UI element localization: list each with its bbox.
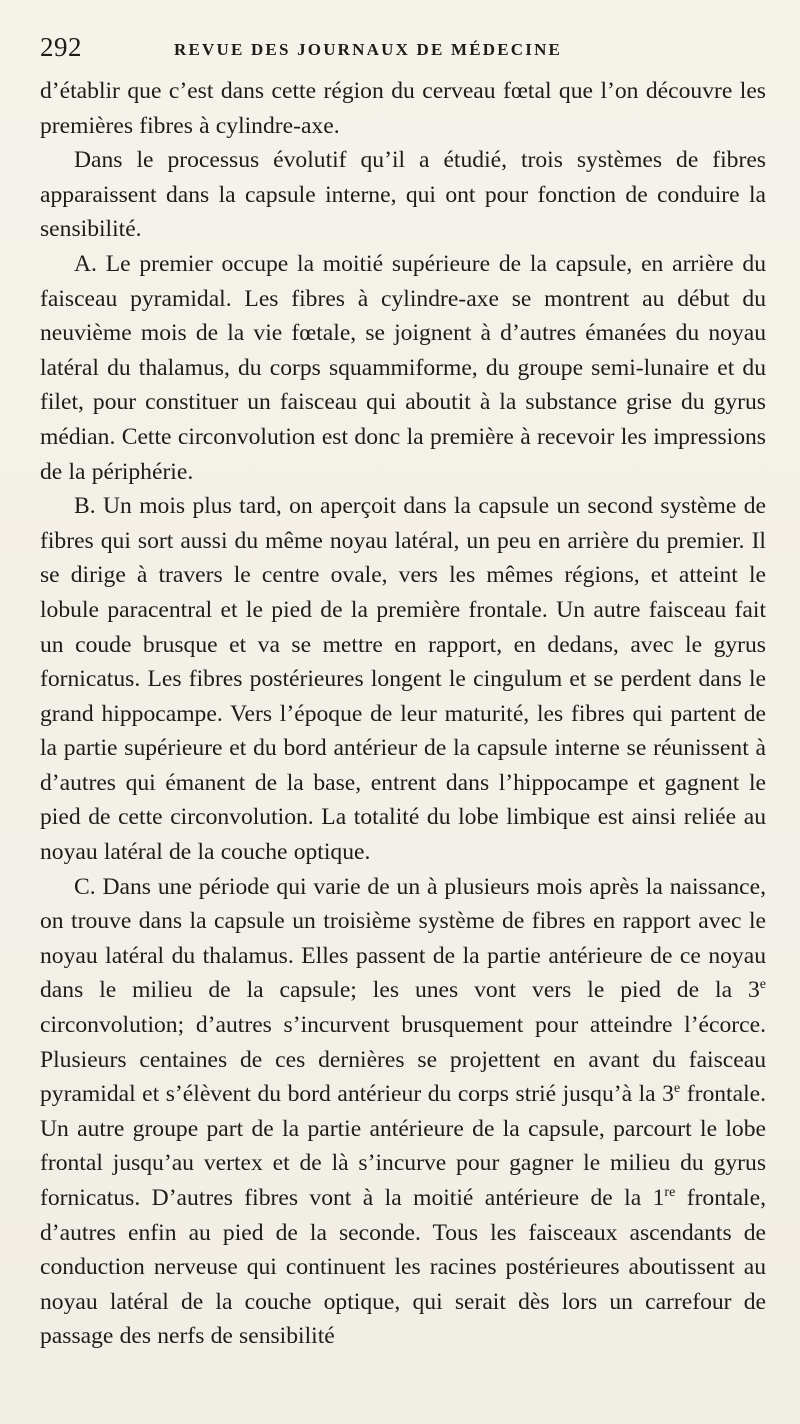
paragraph-c [40, 870, 766, 1354]
paragraph-b: B. Un mois plus tard, on aperçoit dans la capsule un second système de fibres qui sort aussi du même noyau latéral, un peu en arrière du premier. Il se dirige à travers le centre ovale, vers les mêmes régions, et atteint le lobule paracentral et le pied de la première frontale. Un autre faisceau fait un coude brusque et va se mettre en rapport, en dedans, avec le gyrus fornicatus. Les fibres postérieures longent le cingulum et se perdent dans le grand hippocampe. Vers l’époque de leur maturité, les fibres qui partent de la partie supérieure et du bord antérieur de la capsule interne se réunissent à d’autres qui émanent de la base, entrent dans l’hippocampe et gagnent le pied de cette circonvolution. La totalité du lobe limbique est ainsi reliée au noyau latéral de la couche optique. [40, 493, 766, 866]
ordinal-superscript: e [673, 1081, 681, 1097]
paragraph-a: A. Le premier occupe la moitié supérieure de la capsule, en arrière du faisceau pyramidal. Les fibres à cylindre-axe se montrent au début du neuvième mois de la vie fœtale, se joignent à d’autres émanées du noyau latéral du thalamus, du corps squammiforme, du groupe semi-lunaire et du filet, pour constituer un faisceau qui aboutit à la substance grise du gyrus médian. Cette circonvolution est donc la première à recevoir les impressions de la périphérie. [40, 250, 766, 485]
paragraph-intro: Dans le processus évolutif qu’il a étudié, trois systèmes de fibres apparaissent dans la capsule interne, qui ont pour fonction de conduire la sensibilité. [40, 147, 766, 243]
paragraph-c-text-1: C. Dans une période qui varie de un à plusieurs mois après la naissance, on trouve dans la capsule un troisième système de fibres en rapport avec le noyau latéral du thalamus. Elles passent de la partie antérieure de ce noyau dans le milieu de la capsule; les unes vont vers le pied de la 3 [40, 873, 766, 1004]
ordinal-superscript: re [664, 1185, 676, 1201]
page-number: 292 [40, 32, 82, 62]
ordinal-superscript: e [759, 977, 766, 993]
running-title: REVUE DES JOURNAUX DE MÉDECINE [174, 40, 563, 59]
paragraph-c-text-2: circonvolution; d’autres s’incurvent brusquement pour atteindre l’écorce. Plusieurs centaines de ces dernières se projettent en avant du faisceau pyramidal et s’élèvent du bord antérieur du corps strié jusqu’à la 3 [40, 1012, 766, 1108]
paragraph-c-text-4: frontale, d’autres enfin au pied de la seconde. Tous les faisceaux ascendants de conduction nerveuse qui continuent les racines postérieures aboutissent au noyau latéral de la couche optique, qui serait dès lors un carrefour de passage des nerfs de sensibilité [40, 1185, 766, 1350]
paragraph-continuation: d’établir que c’est dans cette région du cerveau fœtal que l’on découvre les premières fibres à cylindre-axe. [40, 78, 766, 139]
article-body [40, 74, 766, 1354]
paragraph-c-text-3: frontale. Un autre groupe part de la partie antérieure de la capsule, parcourt le lobe frontal jusqu’au vertex et de là s’incurve pour gagner le milieu du gyrus fornicatus. D’autres fibres vont à la moitié antérieure de la 1 [40, 1081, 766, 1211]
page-header [40, 28, 766, 74]
